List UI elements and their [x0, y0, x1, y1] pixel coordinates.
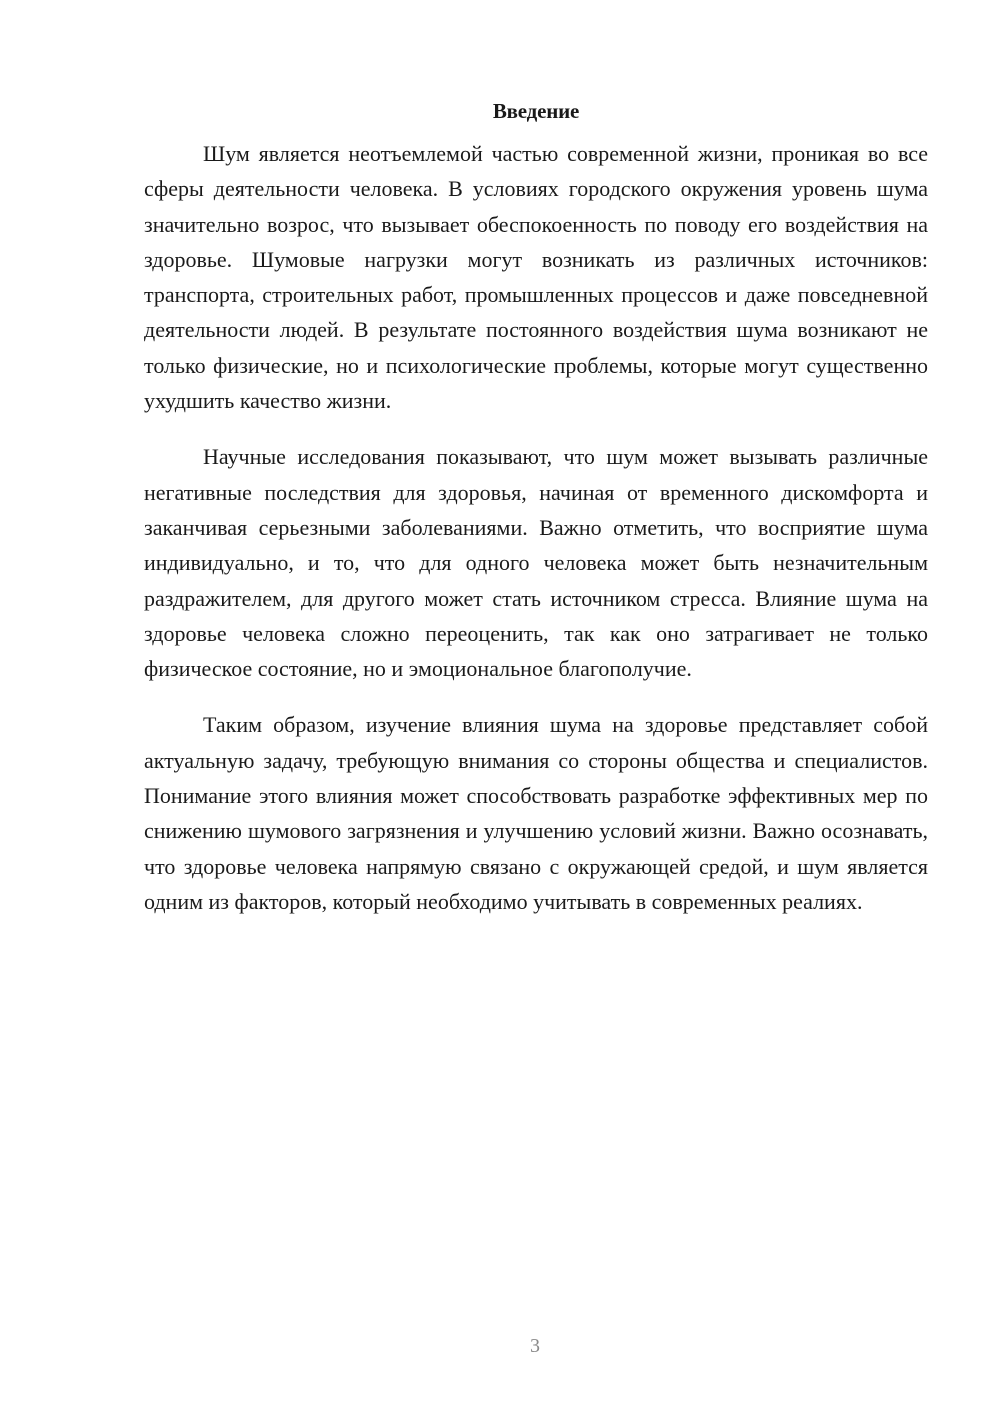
- paragraph-1: Шум является неотъемлемой частью современной жизни, проникая во все сферы деятельности человека. В условиях городского окружения уровень шума значительно возрос, что вызывает обеспокоенность по поводу его воздействия на здоровье. Шумовые нагрузки могут возникать из различных источников: транспорта, строительных работ, промышленных процессов и даже повседневной деятельности людей. В результате постоянного воздействия шума возникают не только физические, но и психологические проблемы, которые могут существенно ухудшить качество жизни.: [144, 141, 928, 414]
- page-number: 3: [530, 1335, 540, 1357]
- section-heading: Введение: [492, 99, 580, 123]
- paragraph-2: Научные исследования показывают, что шум может вызывать различные негативные последствия для здоровья, начиная от временного дискомфорта и заканчивая серьезными заболеваниями. Важно отметить, что восприятие шума индивидуально, и то, что для одного человека может быть незначительным раздражителем, для другого может стать источником стресса. Влияние шума на здоровье человека сложно переоценить, так как оно затрагивает не только физическое состояние, но и эмоциональное благополучие.: [144, 444, 928, 682]
- paragraph-3: Таким образом, изучение влияния шума на здоровье представляет собой актуальную задачу, требующую внимания со стороны общества и специалистов. Понимание этого влияния может способствовать разработке эффективных мер по снижению шумового загрязнения и улучшению условий жизни. Важно осознавать, что здоровье человека напрямую связано с окружающей средой, и шум является одним из факторов, который необходимо учитывать в современных реалиях.: [144, 712, 928, 914]
- page-content: [144, 96, 928, 940]
